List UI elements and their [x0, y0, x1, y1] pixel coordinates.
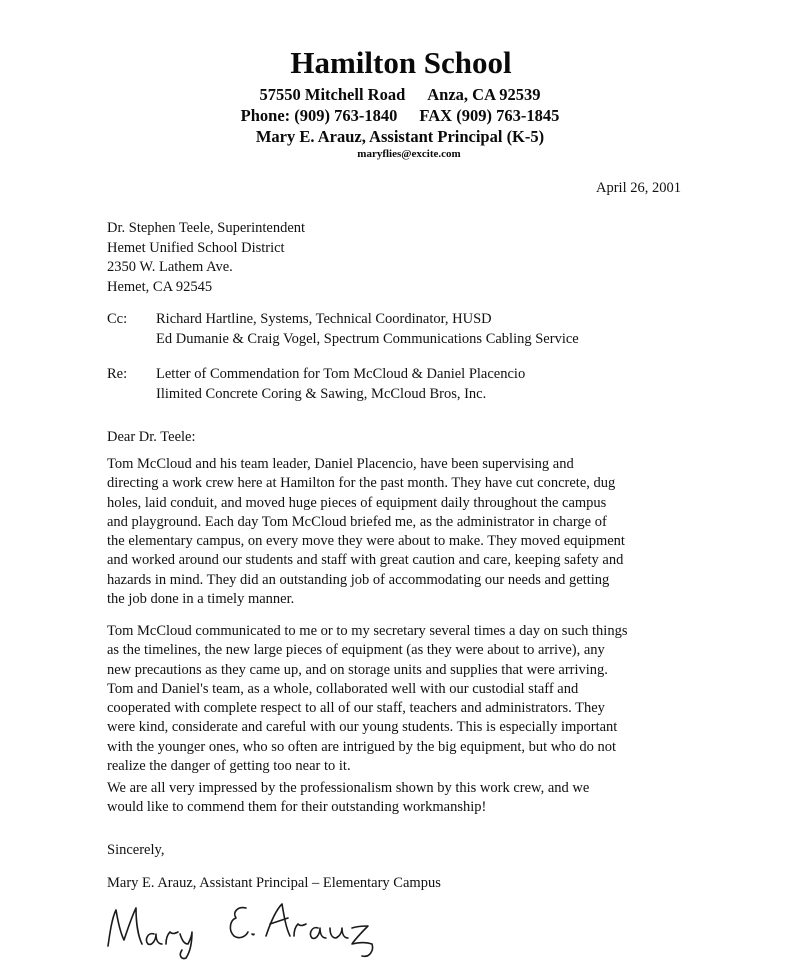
letterhead-principal: Mary E. Arauz, Assistant Principal (K-5) [255, 127, 545, 146]
recipient-line: Hemet Unified School District [107, 239, 285, 256]
recipient-line: Hemet, CA 92545 [107, 278, 213, 295]
paragraph-line: were kind, considerate and careful with our young students. This is especially important [107, 719, 618, 736]
paragraph-line: with the younger ones, who so often are intrigued by the big equipment, but who do not [107, 738, 617, 755]
paragraph-line: and playground. Each day Tom McCloud briefed me, as the administrator in charge of [107, 513, 607, 530]
school-address [0, 84, 800, 105]
paragraph-line: Tom McCloud and his team leader, Daniel Placencio, have been supervising and [107, 456, 574, 472]
body-paragraph-1 [107, 455, 707, 609]
re-label: Re: [107, 366, 128, 382]
school-street: 57550 Mitchell Road [259, 85, 406, 104]
school-phone: Phone: (909) 763-1840 [240, 106, 398, 125]
paragraph-line: the elementary campus, on every move they were about to make. They moved equipment [107, 533, 625, 550]
paragraph-line: We are all very impressed by the professionalism shown by this work crew, and we [107, 780, 590, 796]
paragraph-line: realize the danger of getting too near to it. [107, 758, 351, 775]
salutation: Dear Dr. Teele: [107, 429, 196, 445]
cc-label: Cc: [107, 311, 128, 327]
recipient-line: Dr. Stephen Teele, Superintendent [107, 220, 306, 236]
re-block [107, 365, 525, 404]
body-paragraph-3 [107, 779, 707, 818]
cc-line: Richard Hartline, Systems, Technical Coordinator, HUSD [156, 311, 492, 327]
paragraph-line: holes, laid conduit, and moved huge pieces of equipment daily throughout the campus [107, 494, 607, 511]
school-name: Hamilton School [290, 45, 512, 80]
recipient-line: 2350 W. Lathem Ave. [107, 259, 233, 275]
cc-line: Ed Dumanie & Craig Vogel, Spectrum Communications Cabling Service [156, 330, 579, 347]
paragraph-line: and worked around our students and staff with great caution and care, keeping safety and [107, 552, 624, 569]
letterhead [0, 44, 800, 162]
handwritten-signature [96, 890, 396, 960]
body-paragraph-2 [107, 622, 707, 776]
letter-date: April 26, 2001 [596, 180, 681, 196]
paragraph-line: hazards in mind. They did an outstanding job of accommodating our needs and getting [107, 571, 610, 588]
school-city-state-zip: Anza, CA 92539 [427, 85, 541, 104]
paragraph-line: cooperated with complete respect to all of our staff, teachers and administrators. They [107, 700, 605, 717]
paragraph-line: directing a work crew here at Hamilton for the past month. They have cut concrete, dug [107, 475, 616, 492]
closing: Sincerely, [107, 842, 165, 858]
paragraph-line: as the timelines, the new large pieces of equipment (as they were about to arrive), any [107, 642, 605, 659]
paragraph-line: would like to commend them for their outstanding workmanship! [107, 799, 487, 816]
cc-block [107, 310, 579, 349]
paragraph-line: Tom and Daniel's team, as a whole, collaborated well with our custodial staff and [107, 680, 579, 697]
recipient-address [107, 219, 305, 297]
re-line: Letter of Commendation for Tom McCloud & Daniel Placencio [156, 366, 526, 382]
re-subject [156, 365, 525, 404]
letterhead-email: maryflies@excite.com [357, 148, 461, 160]
cc-recipients [156, 310, 579, 349]
re-line: Ilimited Concrete Coring & Sawing, McCloud Bros, Inc. [156, 385, 487, 402]
paragraph-line: Tom McCloud communicated to me or to my secretary several times a day on such things [107, 623, 628, 639]
paragraph-line: the job done in a timely manner. [107, 591, 295, 608]
school-contact-numbers [0, 105, 800, 126]
signer-name-title: Mary E. Arauz, Assistant Principal – Elementary Campus [107, 875, 441, 891]
paragraph-line: new precautions as they came up, and on storage units and supplies that were arriving. [107, 661, 608, 678]
school-fax: FAX (909) 763-1845 [419, 106, 560, 125]
